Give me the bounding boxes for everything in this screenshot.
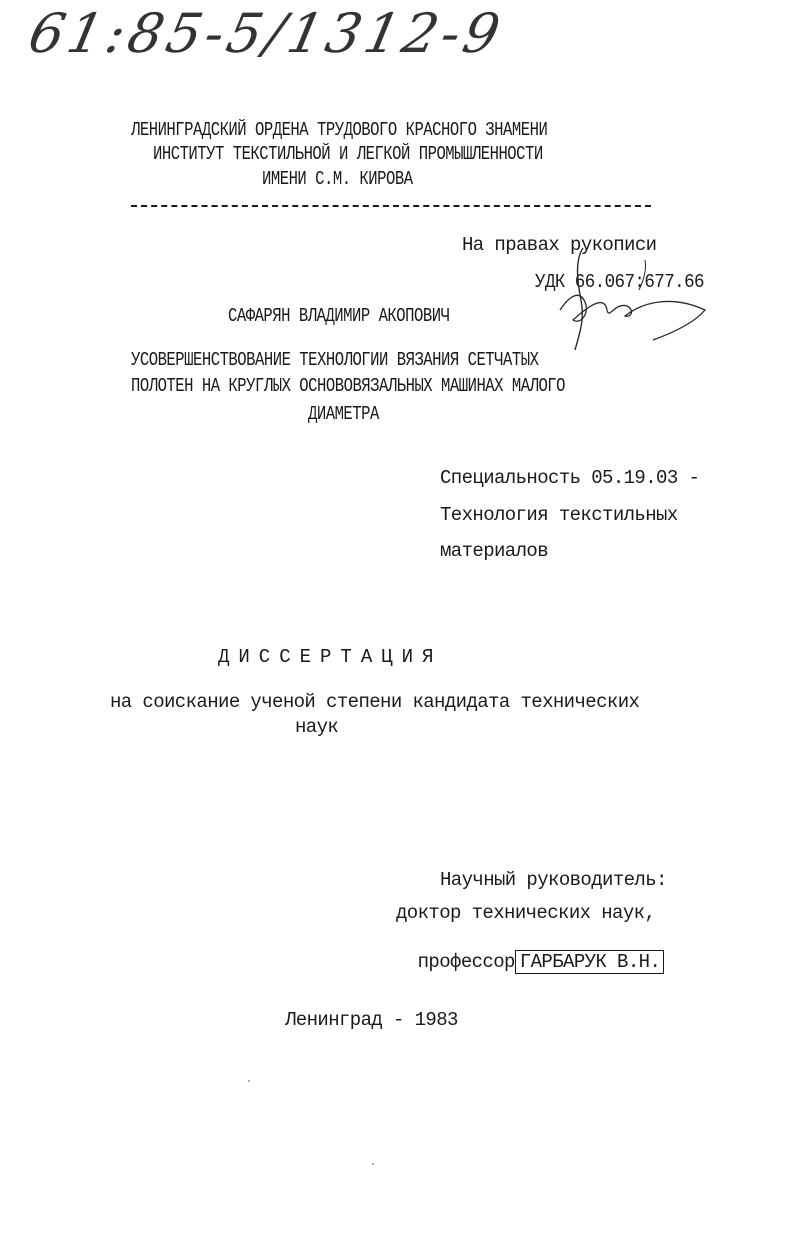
manuscript-rights: На правах рукописи bbox=[462, 234, 657, 256]
degree-line-2: наук bbox=[295, 716, 339, 738]
signature bbox=[535, 240, 715, 370]
supervisor-rank: профессор bbox=[417, 951, 515, 973]
header-divider bbox=[131, 205, 651, 207]
supervisor-degree: доктор технических наук, bbox=[396, 902, 656, 924]
place-year: Ленинград - 1983 bbox=[285, 1009, 458, 1031]
institution-line-2: ИНСТИТУТ ТЕКСТИЛЬНОЙ И ЛЕГКОЙ ПРОМЫШЛЕННОСТИ bbox=[153, 143, 543, 165]
scan-speck bbox=[372, 1163, 374, 1165]
document-type: ДИССЕРТАЦИЯ bbox=[218, 646, 443, 668]
archive-mark: 61:85-5/1312-9 bbox=[23, 2, 510, 65]
supervisor-label: Научный руководитель: bbox=[440, 869, 667, 891]
degree-line-1: на соискание ученой степени кандидата технических bbox=[110, 691, 640, 713]
thesis-title-line-3: ДИАМЕТРА bbox=[308, 403, 379, 425]
supervisor-rank-line bbox=[396, 929, 664, 973]
specialty-line-3: материалов bbox=[440, 540, 549, 562]
thesis-title-line-2: ПОЛОТЕН НА КРУГЛЫХ ОСНОВОВЯЗАЛЬНЫХ МАШИНАХ МАЛОГО bbox=[131, 375, 566, 397]
author-name: САФАРЯН ВЛАДИМИР АКОПОВИЧ bbox=[228, 305, 450, 327]
institution-line-1: ЛЕНИНГРАДСКИЙ ОРДЕНА ТРУДОВОГО КРАСНОГО ЗНАМЕНИ bbox=[131, 119, 548, 141]
specialty-line-2: Технология текстильных bbox=[440, 504, 678, 526]
specialty-line-1: Специальность 05.19.03 - bbox=[440, 467, 700, 489]
thesis-title-line-1: УСОВЕРШЕНСТВОВАНИЕ ТЕХНОЛОГИИ ВЯЗАНИЯ СЕТЧАТЫХ bbox=[131, 349, 539, 371]
udc-code: УДК 66.067:677.66 bbox=[535, 271, 704, 293]
institution-line-3: ИМЕНИ С.М. КИРОВА bbox=[262, 168, 413, 190]
scan-speck bbox=[248, 1080, 250, 1082]
supervisor-name: ГАРБАРУК В.Н. bbox=[515, 950, 664, 974]
